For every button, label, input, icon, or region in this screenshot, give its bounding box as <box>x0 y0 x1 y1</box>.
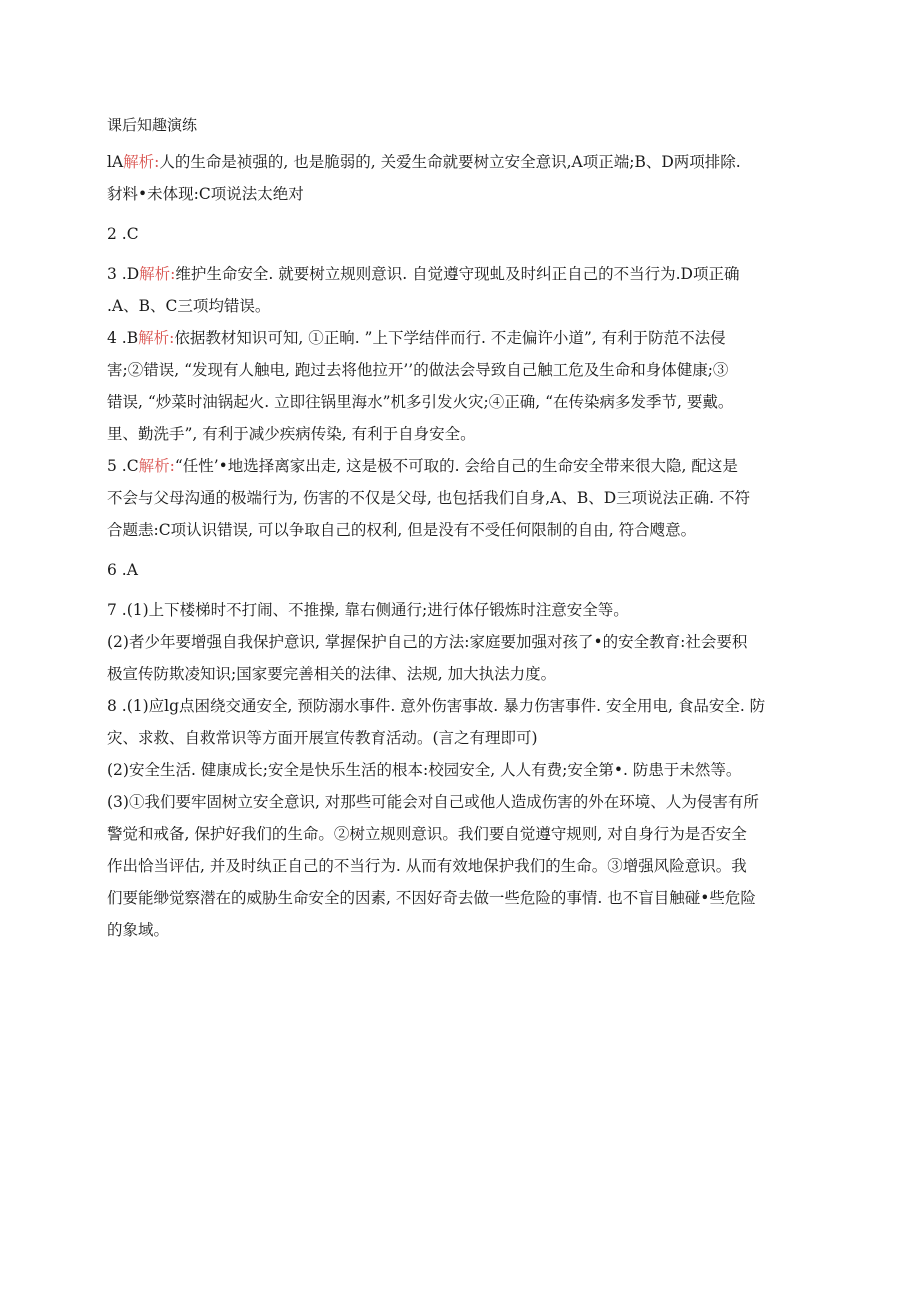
document-page <box>107 110 819 946</box>
answer-prefix: 2 .C <box>107 225 139 243</box>
analysis-label: 解析: <box>138 457 175 475</box>
answer-text: 们要能缈觉察潜在的威胁生命安全的因素, 不因好奇去做一些危险的事情. 也不盲目触碰•些危险 <box>107 889 756 907</box>
answer-line <box>107 322 819 354</box>
answer-line <box>107 882 819 914</box>
answer-block-7 <box>107 594 819 690</box>
answer-prefix: 3 .D <box>107 265 140 283</box>
answer-block-5 <box>107 450 819 546</box>
answer-line <box>107 690 819 722</box>
analysis-label: 解析: <box>139 265 176 283</box>
answer-text: .A、B、C三项均错误。 <box>107 297 271 315</box>
answer-text: 8 .(1)应lg点困绕交通安全, 预防溺水事件. 意外伤害事故. 暴力伤害事件. 安全用电, 食品安全. 防 <box>107 697 766 715</box>
answer-text: 豺料•未体现:C项说法太绝对 <box>107 185 304 203</box>
answer-line <box>107 258 819 290</box>
answer-prefix: 4 .B <box>107 329 139 347</box>
analysis-label: 解析: <box>123 153 160 171</box>
answer-text: 依据教材知识可知, ①正晌. ”上下学结伴而行. 不走偏许小道”, 有利于防范不法侵 <box>174 329 726 347</box>
answer-line <box>107 146 819 178</box>
answer-text: 7 .(1)上下楼梯时不打闹、不推操, 靠右侧通行;进行体仔锻炼时注意安全等。 <box>107 601 629 619</box>
answer-block-3 <box>107 258 819 322</box>
answer-prefix: 6 .A <box>107 561 138 579</box>
answer-text: 警觉和戒备, 保护好我们的生命。②树立规则意识。我们要自觉遵守规则, 对自身行为是否安全 <box>107 825 747 843</box>
answer-line <box>107 450 819 482</box>
answer-line <box>107 594 819 626</box>
answer-block-2 <box>107 218 819 250</box>
answer-line <box>107 914 819 946</box>
answer-prefix: 5 .C <box>107 457 139 475</box>
answer-text: (2)安全生活. 健康成长;安全是快乐生活的根本:校园安全, 人人有费;安全第•. 防患于未然等。 <box>107 761 742 779</box>
analysis-label: 解析: <box>138 329 175 347</box>
answer-text: “任性’•地选择离家出走, 这是极不可取的. 会给自己的生命安全带来很大隐, 配这是 <box>174 457 738 475</box>
answer-text: 不会与父母沟通的极端行为, 伤害的不仅是父母, 也包括我们自身,A、B、D三项说法正确. 不符 <box>107 489 751 507</box>
answer-line <box>107 850 819 882</box>
page-title: 课后知趣演练 <box>107 116 198 134</box>
answer-text: 人的生命是祯强的, 也是脆弱的, 关爱生命就要树立安全意识,A项正端;B、D两项排除. <box>159 153 741 171</box>
answer-prefix: lA <box>107 153 124 171</box>
answer-line <box>107 554 819 586</box>
answer-block-4 <box>107 322 819 450</box>
answer-line <box>107 786 819 818</box>
answer-line <box>107 754 819 786</box>
answer-text: (2)者少年要增强自我保护意识, 掌握保护自己的方法:家庭要加强对孩了•的安全教育:社会要积 <box>107 633 748 651</box>
answer-text: 合题恚:C项认识错误, 可以争取自己的权利, 但是没有不受任何限制的自由, 符合飕意。 <box>107 521 697 539</box>
answer-text: 极宣传防欺凌知识;国家要完善相关的法律、法规, 加大执法力度。 <box>107 665 557 683</box>
answer-block-8 <box>107 690 819 946</box>
answer-block-6 <box>107 554 819 586</box>
answer-text: 维护生命安全. 就要树立规则意识. 自觉遵守现虬及时纠正自己的不当行为.D项正确 <box>175 265 740 283</box>
answer-line <box>107 290 819 322</box>
answer-line <box>107 354 819 386</box>
answer-line <box>107 418 819 450</box>
answer-line <box>107 218 819 250</box>
answer-line <box>107 818 819 850</box>
answer-line <box>107 514 819 546</box>
answer-text: 作出恰当评估, 并及时纨正自己的不当行为. 从而有效地保护我们的生命。③增强风险意识。我 <box>107 857 747 875</box>
answer-line <box>107 626 819 658</box>
answer-line <box>107 482 819 514</box>
answer-text: 错误, “炒菜时油锅起火. 立即往锅里海水”机多引发火灾;④正确, “在传染病多发季节, 要戴。 <box>107 393 734 411</box>
answer-line <box>107 386 819 418</box>
answer-text: 里、勤洗手”, 有利于减少疾病传染, 有利于自身安全。 <box>107 425 476 443</box>
answer-line <box>107 658 819 690</box>
answer-line <box>107 178 819 210</box>
answer-text: 灾、求救、自救常识等方面开展宣传教育活动。(言之有理即可) <box>107 729 538 747</box>
answer-text: (3)①我们要牢固树立安全意识, 对那些可能会对自己或他人造成伤害的外在环境、人为侵害有所 <box>107 793 759 811</box>
answer-block-1 <box>107 146 819 210</box>
answer-text: 害;②错误, “发现有人触电, 跑过去将他拉开’’的做法会导致自己触工危及生命和身体健康;③ <box>107 361 729 379</box>
answer-text: 的象域。 <box>107 921 170 939</box>
answer-line <box>107 722 819 754</box>
